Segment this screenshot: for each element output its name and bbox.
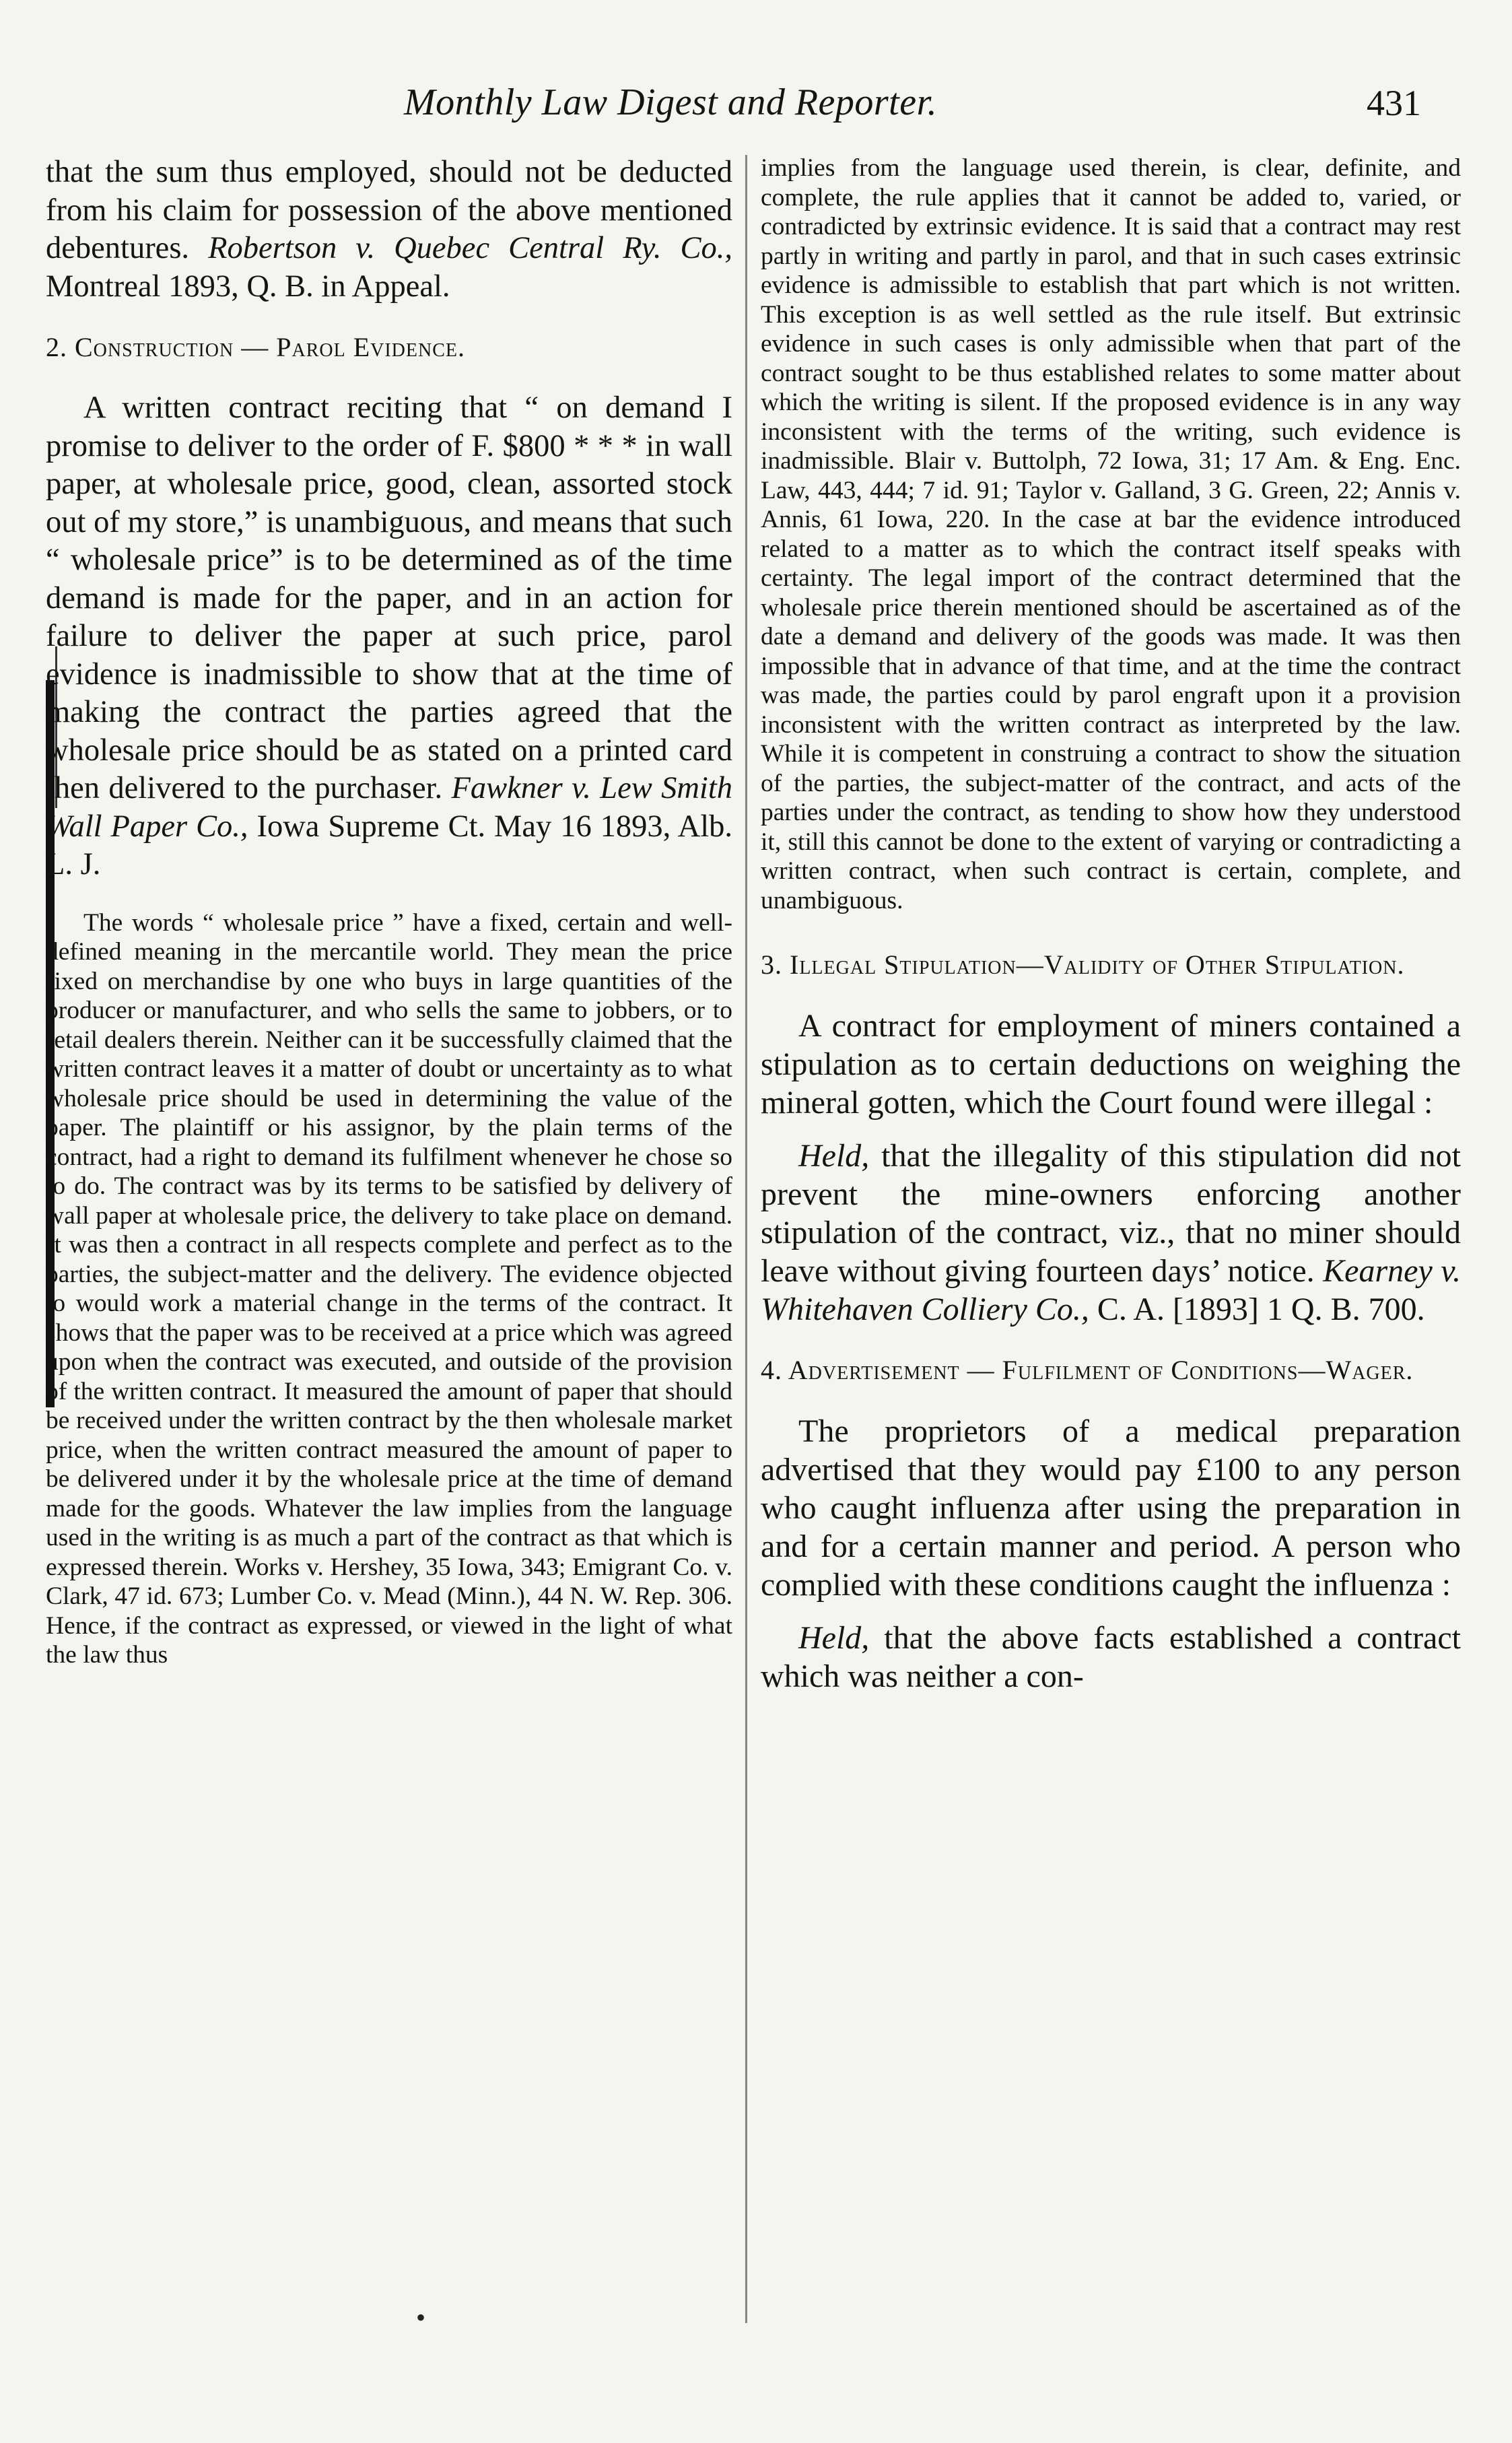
paragraph-held-miners: Held, that the illegality of this stipulation did not prevent the mine-owners enforcing another stipulation of the contract, viz., that no miner should leave without giving fourteen days’ notice. Kearney v. Whitehaven Colliery Co., C. A. [1893] 1 Q. B. 700. xyxy=(761,1138,1462,1327)
case-citation: Fawkner v. Lew Smith Wall Paper Co., xyxy=(46,771,732,844)
footer-dot: • xyxy=(416,2302,426,2333)
paragraph-debentures: that the sum thus employed, should not be deducted from his claim for possession of the above mentioned debentures. Robertson v. Quebec Central Ry. Co., Montreal 1893, Q. B. in Appeal. xyxy=(46,155,732,304)
page-number: 431 xyxy=(1367,83,1421,123)
page-header xyxy=(0,81,1512,141)
section-heading-illegal-stipulation: 3. Illegal Stipulation—Validity of Other Stipulation. xyxy=(761,949,1405,980)
right-column xyxy=(761,154,1461,1696)
running-title: Monthly Law Digest and Reporter. xyxy=(404,81,938,123)
held-label: Held, xyxy=(798,1138,870,1174)
paragraph-miners-contract: A contract for employment of miners contained a stipulation as to certain deductions on weighing the mineral gotten, which the Court found were illegal : xyxy=(761,1008,1461,1120)
case-citation: Robertson v. Quebec Central Ry. Co., xyxy=(208,231,732,265)
column-rule xyxy=(745,155,747,2323)
paragraph-written-contract: A written contract reciting that “ on demand I promise to deliver to the order of F. $800 * * * in wall paper, at wholesale price, good, clean, assorted stock out of my store,” is unambiguous, and means that such “ wholesale price” is to be determined as of the time demand is made for the paper, and in an action for failure to deliver the paper at such price, parol evidence is inadmissible to show that at the time of making the contract the parties agreed that the wholesale price should be as stated on a printed card then delivered to the purchaser. Fawkner v. Lew Smith Wall Paper Co., Iowa Supreme Ct. May 16 1893, Alb. L. J. xyxy=(46,391,732,881)
left-column xyxy=(46,154,732,1670)
section-heading-advertisement: 4. Advertisement — Fulfilment of Conditions—Wager. xyxy=(761,1355,1414,1385)
held-label: Held, xyxy=(798,1620,870,1656)
case-citation: Kearney v. Whitehaven Colliery Co., xyxy=(761,1253,1461,1327)
paragraph-opinion-continued: implies from the language used therein, is clear, definite, and complete, the rule applies that it cannot be added to, varied, or contradicted by extrinsic evidence. It is said that a contract may rest partly in writing and partly in parol, and that in such cases extrinsic evidence is admissible to establish that part which is not written. This exception is as well settled as the rule itself. But extrinsic evidence in such cases is only admissible when that part of the contract sought to be thus established relates to some matter about which the writing is silent. If the proposed evidence is in any way inconsistent with the terms of the writing, such evidence is inadmissible. Blair v. Buttolph, 72 Iowa, 31; 17 Am. & Eng. Enc. Law, 443, 444; 7 id. 91; Taylor v. Galland, 3 G. Green, 22; Annis v. Annis, 61 Iowa, 220. In the case at bar the evidence introduced related to a matter as to which the contract itself speaks with certainty. The legal import of the contract determined that the wholesale price therein mentioned should be ascertained as of the date a demand and delivery of the goods was made. It was then impossible that in advance of that time, and at the time the contract was made, the parties could by parol engraft upon it a provision inconsistent with the written contract as interpreted by the law. While it is competent in construing a contract to show the situation of the parties, the subject-matter of the contract, and acts of the parties under the contract, as tending to show how they understood it, still this cannot be done to the extent of varying or contradicting a written contract, when such contract is certain, complete, and unambiguous. xyxy=(761,154,1461,914)
paragraph-opinion-extract: The words “ wholesale price ” have a fixed, certain and well-defined meaning in the mercantile world. They mean the price fixed on merchandise by one who buys in large quantities of the producer or manufacturer, and who sells the same to jobbers, or to retail dealers therein. Neither can it be successfully claimed that the written contract leaves it a matter of doubt or uncertainty as to what wholesale price should be used in determining the value of the paper. The plaintiff or his assignor, by the plain terms of the contract, had a right to demand its fulfilment whenever he chose so to do. The contract was by its terms to be satisfied by delivery of wall paper at wholesale price, the delivery to take place on demand. It was then a contract in all respects complete and perfect as to the parties, the subject-matter and the delivery. The evidence objected to would work a material change in the terms of the contract. It shows that the paper was to be received at a price which was agreed upon when the contract was executed, and outside of the provision of the written contract. It measured the amount of paper that should be received under the written contract by the then wholesale market price, when the written contract measured the amount of paper to be delivered under it by the wholesale price at the time of demand made for the goods. Whatever the law implies from the language used in the writing is as much a part of the contract as that which is expressed therein. Works v. Hershey, 35 Iowa, 343; Emigrant Co. v. Clark, 47 id. 673; Lumber Co. v. Mead (Minn.), 44 N. W. Rep. 306. Hence, if the contract as expressed, or viewed in the light of what the law thus xyxy=(46,908,732,1669)
paragraph-held-contract: Held, that the above facts established a contract which was neither a con- xyxy=(761,1620,1462,1694)
section-heading-construction: 2. Construction — Parol Evidence. xyxy=(46,332,466,362)
paragraph-medical-preparation: The proprietors of a medical preparation advertised that they would pay £100 to any person who caught influenza after using the preparation in and for a certain manner and period. A person who complied with these conditions caught the influenza : xyxy=(761,1413,1461,1603)
